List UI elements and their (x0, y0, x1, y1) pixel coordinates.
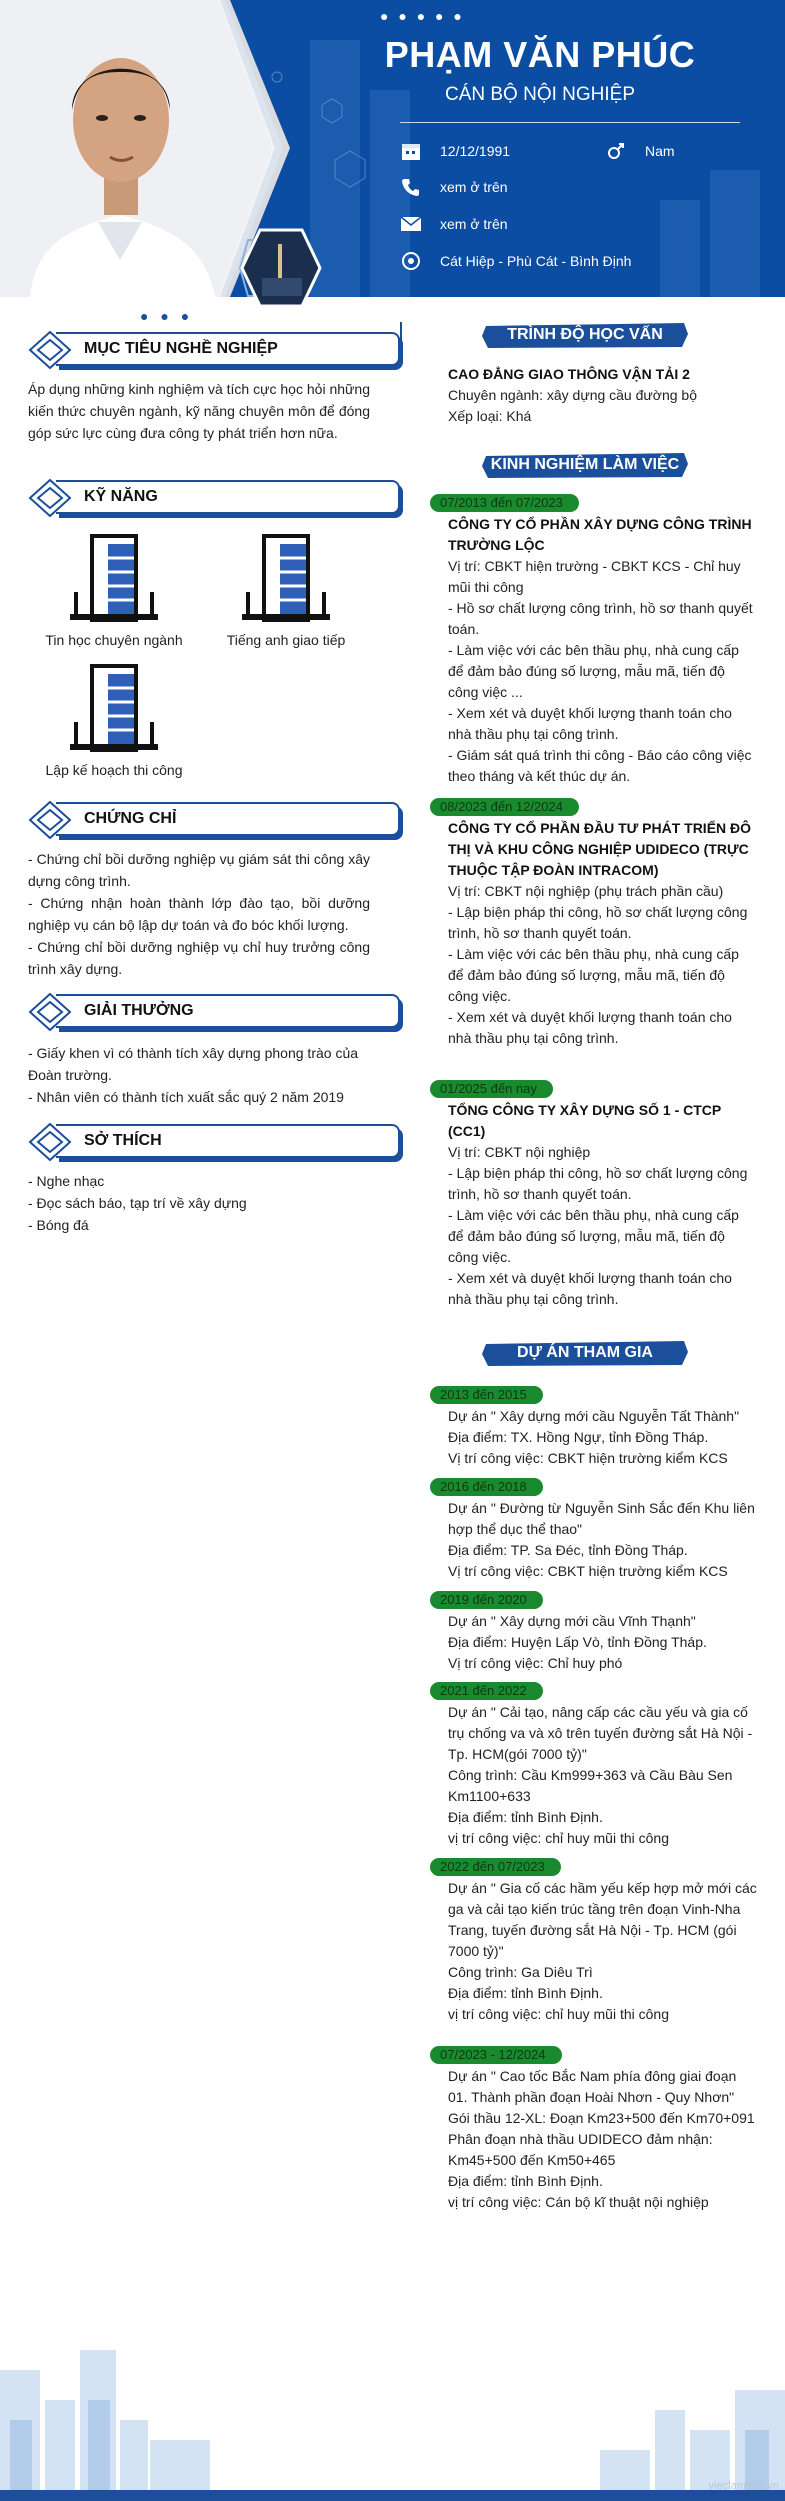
education-rank: Xếp loại: Khá (448, 408, 532, 424)
awards-label: GIẢI THƯỞNG (84, 1002, 194, 1019)
email-row (400, 213, 508, 235)
experience-job (440, 796, 758, 1049)
job-line: - Giám sát quá trình thi công - Báo cáo công việc theo tháng và kết thúc dự án. (448, 747, 752, 784)
education-major: Chuyên ngành: xây dựng cầu đường bộ (448, 387, 697, 403)
decorative-dots-top: ● ● ● ● ● (380, 8, 465, 24)
city-skyline-decoration (0, 2330, 785, 2501)
project-line: Gói thầu 12-XL: Đoạn Km23+500 đến Km70+091 (448, 2110, 755, 2126)
project-item (440, 1680, 758, 1849)
job-line: - Lập biện pháp thi công, hồ sơ chất lượng công trình, hồ sơ thanh quyết toán. (448, 1165, 748, 1202)
project-line: vị trí công việc: chỉ huy mũi thi công (448, 2006, 669, 2022)
project-line: Địa điểm: Huyện Lấp Vò, tỉnh Đồng Tháp. (448, 1634, 707, 1650)
candidate-name: PHẠM VĂN PHÚC (384, 34, 696, 75)
experience-job (440, 1078, 758, 1310)
building-icon (234, 530, 338, 626)
diamond-icon (28, 478, 72, 518)
project-line: Vị trí công việc: CBKT hiện trường kiểm KCS (448, 1563, 728, 1579)
skill-item (24, 660, 204, 778)
building-icon (62, 660, 166, 756)
project-item (440, 1589, 758, 1674)
diamond-icon (28, 1122, 72, 1162)
skill-label: Tiếng anh giao tiếp (226, 632, 346, 648)
email-icon (400, 213, 422, 235)
project-line: Địa điểm: tỉnh Bình Định. (448, 2173, 603, 2189)
project-line: Vị trí công việc: Chỉ huy phó (448, 1655, 623, 1671)
certificates-label: CHỨNG CHỈ (84, 810, 177, 827)
project-line: Công trình: Ga Diêu Trì (448, 1964, 593, 1980)
job-line: Vị trí: CBKT hiện trường - CBKT KCS - Chỉ huy mũi thi công (448, 558, 741, 595)
project-item (440, 1384, 758, 1469)
hobbies-text (28, 1170, 370, 1236)
project-item (440, 1476, 758, 1582)
job-line: - Hồ sơ chất lượng công trình, hồ sơ thanh quyết toán. (448, 600, 753, 637)
period-badge: 07/2013 đến 07/2023 (430, 494, 579, 512)
job-line: - Xem xét và duyệt khối lượng thanh toán cho nhà thầu phụ tại công trình. (448, 1009, 732, 1046)
education-school: CAO ĐẲNG GIAO THÔNG VẬN TẢI 2 (448, 366, 690, 382)
project-item (440, 1856, 758, 2025)
birthday-value: 12/12/1991 (440, 143, 511, 159)
job-line: - Làm việc với các bên thầu phụ, nhà cung cấp để đảm bảo đúng số lượng, mẫu mã, tiến độ công việc ... (448, 642, 739, 700)
certificates-text (28, 848, 370, 980)
career-goal-text: Áp dụng những kinh nghiệm và tích cực học hỏi những kiến thức chuyên ngành, kỹ năng chuyên môn để đóng góp sức lực cùng đưa công ty phát triển hơn nữa. (28, 381, 370, 441)
project-line: vị trí công việc: Cán bộ kĩ thuật nội nghiệp (448, 2194, 709, 2210)
award-line: - Giấy khen vì có thành tích xây dựng phong trào của Đoàn trường. (28, 1045, 359, 1083)
project-line: Dự án " Xây dựng mới cầu Nguyễn Tất Thành" (448, 1408, 740, 1424)
certificate-line: - Chứng chỉ bồi dưỡng nghiệp vụ chỉ huy trưởng công trình xây dựng. (28, 939, 370, 977)
gender-value: Nam (645, 143, 675, 159)
job-company: TỔNG CÔNG TY XÂY DỰNG SỐ 1 - CTCP (CC1) (448, 1102, 721, 1139)
period-badge: 2021 đến 2022 (430, 1682, 543, 1700)
period-badge: 2013 đến 2015 (430, 1386, 543, 1404)
phone-icon (400, 176, 422, 198)
job-line: - Lập biện pháp thi công, hồ sơ chất lượng công trình, hồ sơ thanh quyết toán. (448, 904, 748, 941)
skill-label: Lập kế hoạch thi công (45, 762, 183, 778)
phone-row (400, 176, 508, 198)
job-line: Vị trí: CBKT nội nghiệp (phụ trách phần cầu) (448, 883, 724, 899)
award-line: - Nhân viên có thành tích xuất sắc quý 2 năm 2019 (28, 1089, 344, 1105)
experience-job (440, 492, 758, 787)
project-line: Dự án " Gia cố các hầm yếu kếp hợp mở mới các ga và cải tạo kiến trúc tầng trên đoạn Vinh-Nha Trang, tuyến đường sắt Hà Nội - Tp. HCM (gói 7000 tỷ)" (448, 1880, 757, 1959)
project-line: Dự án " Cao tốc Bắc Nam phía đông giai đoạn 01. Thành phần đoạn Hoài Nhơn - Quy Nhơn" (448, 2068, 737, 2105)
skills-heading (28, 478, 370, 514)
certificate-line: - Chứng chỉ bồi dưỡng nghiệp vụ giám sát thi công xây dựng công trình. (28, 851, 370, 889)
skill-label: Tin học chuyên ngành (45, 632, 183, 648)
job-line: - Làm việc với các bên thầu phụ, nhà cung cấp để đảm bảo đúng số lượng, mẫu mã, tiến độ công việc. (448, 1207, 739, 1265)
project-line: Địa điểm: TP. Sa Đéc, tỉnh Đồng Tháp. (448, 1542, 688, 1558)
project-line: Công trình: Cầu Km999+363 và Cầu Bàu Sen Km1100+633 (448, 1767, 733, 1804)
phone-value: xem ở trên (440, 179, 508, 195)
calendar-icon (400, 140, 422, 162)
project-line: vị trí công việc: chỉ huy mũi thi công (448, 1830, 669, 1846)
diamond-icon (28, 992, 72, 1032)
hobby-line: - Đọc sách báo, tạp trí về xây dựng (28, 1195, 247, 1211)
address-value: Cát Hiệp - Phù Cát - Bình Định (440, 253, 632, 269)
job-line: - Xem xét và duyệt khối lượng thanh toán cho nhà thầu phụ tại công trình. (448, 1270, 732, 1307)
gender-row (605, 140, 675, 162)
period-badge: 2022 đến 07/2023 (430, 1858, 561, 1876)
career-goal-label: MỤC TIÊU NGHỀ NGHIỆP (84, 340, 278, 357)
building-icon (62, 530, 166, 626)
candidate-title: CÁN BỘ NỘI NGHIỆP (444, 84, 636, 105)
education-heading (480, 320, 690, 350)
hobbies-label: SỞ THÍCH (84, 1132, 162, 1149)
project-line: Dự án " Xây dựng mới cầu Vĩnh Thạnh" (448, 1613, 696, 1629)
decorative-dots-mid: ● ● ● (140, 308, 194, 324)
hobbies-heading (28, 1122, 370, 1158)
location-icon (400, 250, 422, 272)
job-company: CÔNG TY CỔ PHẦN XÂY DỰNG CÔNG TRÌNH TRƯỜNG LỘC (448, 516, 752, 553)
hobby-line: - Nghe nhạc (28, 1173, 105, 1189)
experience-label: KINH NGHIỆM LÀM VIỆC (490, 456, 680, 473)
certificate-line: - Chứng nhận hoàn thành lớp đào tạo, bồi dưỡng nghiệp vụ cán bộ lập dự toán và đo bóc khối lượng. (28, 895, 370, 933)
gender-icon (605, 140, 627, 162)
header-divider (400, 122, 740, 123)
email-value: xem ở trên (440, 216, 508, 232)
birthday-row (400, 140, 510, 162)
skills-label: KỸ NĂNG (84, 488, 158, 505)
job-company: CÔNG TY CỔ PHẦN ĐẦU TƯ PHÁT TRIỂN ĐÔ THỊ VÀ KHU CÔNG NGHIỆP UDIDECO (TRỰC THUỘC TẬP ĐOÀN INTRACOM) (448, 820, 752, 878)
address-row (400, 250, 631, 272)
diamond-icon (28, 800, 72, 840)
project-line: Địa điểm: TX. Hồng Ngự, tỉnh Đồng Tháp. (448, 1429, 709, 1445)
certificates-heading (28, 800, 370, 836)
project-line: Dự án " Cải tạo, nâng cấp các cầu yếu và gia cố trụ chống va và xô trên tuyến đường sắt Hà Nội - Tp. HCM(gói 7000 tỷ)" (448, 1704, 753, 1762)
projects-label: DỰ ÁN THAM GIA (517, 1344, 653, 1361)
city-hex-thumbnail (240, 228, 322, 308)
project-line: Dự án " Đường từ Nguyễn Sinh Sắc đến Khu liên hợp thể dục thể thao" (448, 1500, 755, 1537)
projects-heading (480, 1338, 690, 1368)
career-goal-heading (28, 330, 370, 366)
education-block (448, 364, 758, 427)
watermark: vieclam123.vn (708, 2480, 779, 2492)
period-badge: 07/2023 - 12/2024 (430, 2046, 562, 2064)
project-line: Phân đoạn nhà thầu UDIDECO đảm nhận: Km45+500 đến Km50+465 (448, 2131, 713, 2168)
project-item (440, 2044, 758, 2213)
skill-item (196, 530, 376, 648)
job-line: - Làm việc với các bên thầu phụ, nhà cung cấp để đảm bảo đúng số lượng, mẫu mã, tiến độ công việc. (448, 946, 739, 1004)
period-badge: 01/2025 đến nay (430, 1080, 553, 1098)
hobby-line: - Bóng đá (28, 1217, 89, 1233)
experience-heading (480, 450, 690, 480)
period-badge: 2016 đến 2018 (430, 1478, 543, 1496)
project-line: Địa điểm: tỉnh Bình Định. (448, 1985, 603, 2001)
project-line: Vị trí công việc: CBKT hiện trường kiểm KCS (448, 1450, 728, 1466)
project-line: Địa điểm: tỉnh Bình Định. (448, 1809, 603, 1825)
job-line: Vị trí: CBKT nội nghiệp (448, 1144, 591, 1160)
education-label: TRÌNH ĐỘ HỌC VẤN (507, 326, 663, 343)
awards-heading (28, 992, 370, 1028)
period-badge: 2019 đến 2020 (430, 1591, 543, 1609)
period-badge: 08/2023 đến 12/2024 (430, 798, 579, 816)
column-divider (400, 322, 402, 352)
awards-text (28, 1042, 370, 1108)
job-line: - Xem xét và duyệt khối lượng thanh toán cho nhà thầu phụ tại công trình. (448, 705, 732, 742)
diamond-icon (28, 330, 72, 370)
skill-item (24, 530, 204, 648)
